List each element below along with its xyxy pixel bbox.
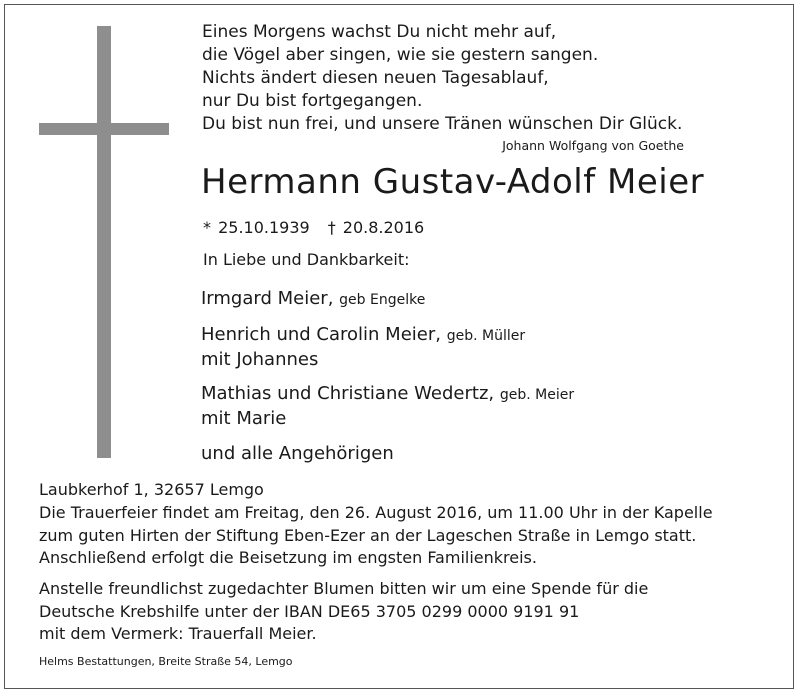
funeral-line: Anschließend erfolgt die Beisetzung im engsten Familienkreis. xyxy=(39,548,537,567)
cross-vertical-bar xyxy=(97,26,111,458)
mourner-child: mit Johannes xyxy=(201,349,319,370)
mourner-entry xyxy=(201,287,425,312)
mourner-entry xyxy=(201,323,525,372)
funeral-line: Die Trauerfeier findet am Freitag, den 26. August 2016, um 11.00 Uhr in der Kapelle xyxy=(39,503,713,522)
poem-author: Johann Wolfgang von Goethe xyxy=(502,138,684,153)
mourner-name: Henrich und Carolin Meier, xyxy=(201,324,441,345)
poem-line: nur Du bist fortgegangen. xyxy=(202,91,423,111)
funeral-info xyxy=(39,502,713,570)
undertaker-info: Helms Bestattungen, Breite Straße 54, Lemgo xyxy=(39,655,293,668)
mourner-entry xyxy=(201,382,574,431)
poem-line: Nichts ändert diesen neuen Tagesablauf, xyxy=(202,68,549,88)
maiden-name-note: geb Engelke xyxy=(339,292,426,308)
donation-info xyxy=(39,578,648,646)
donation-line: Deutsche Krebshilfe unter der IBAN DE65 3705 0299 0000 9191 91 xyxy=(39,601,580,621)
donation-line: mit dem Vermerk: Trauerfall Meier. xyxy=(39,624,317,643)
mourner-child: mit Marie xyxy=(201,408,287,429)
poem-line: die Vögel aber singen, wie sie gestern sangen. xyxy=(202,45,599,65)
funeral-line: zum guten Hirten der Stiftung Eben-Ezer an der Lageschen Straße in Lemgo statt. xyxy=(39,525,697,545)
birth-date: * 25.10.1939 xyxy=(203,218,310,237)
poem xyxy=(202,21,682,136)
mourners-intro: In Liebe und Dankbarkeit: xyxy=(203,250,410,269)
cross-horizontal-bar xyxy=(39,123,169,135)
donation-line: Anstelle freundlichst zugedachter Blumen bitten wir um eine Spende für die xyxy=(39,579,649,598)
death-date: † 20.8.2016 xyxy=(327,218,425,237)
poem-line: Du bist nun frei, und unsere Tränen wünschen Dir Glück. xyxy=(202,114,683,134)
mourner-name: Irmgard Meier, xyxy=(201,288,334,309)
maiden-name-note: geb. Meier xyxy=(499,387,575,403)
life-dates xyxy=(203,218,424,237)
poem-line: Eines Morgens wachst Du nicht mehr auf, xyxy=(202,22,557,42)
maiden-name-note: geb. Müller xyxy=(446,328,526,344)
deceased-name: Hermann Gustav-Adolf Meier xyxy=(201,162,705,202)
family-address: Laubkerhof 1, 32657 Lemgo xyxy=(39,480,264,499)
mourners-closing: und alle Angehörigen xyxy=(201,443,394,464)
mourner-name: Mathias und Christiane Wedertz, xyxy=(201,383,495,404)
